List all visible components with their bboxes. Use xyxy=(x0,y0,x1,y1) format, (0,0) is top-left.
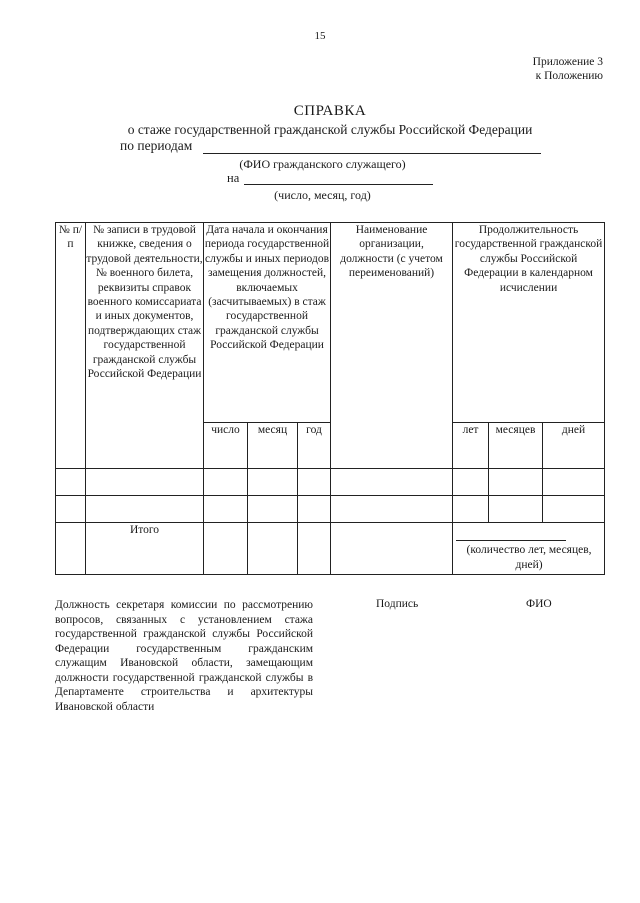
header-record: № записи в трудовой книжке, сведения о трудовой деятельности, № военного билета, реквизиты справок военного комиссариата и иных документов, подтверждающих стаж государственной гражданской службы Российской Федерации xyxy=(86,223,204,469)
table-cell[interactable] xyxy=(86,469,204,496)
subheader-year: год xyxy=(298,423,331,469)
document-title: СПРАВКА xyxy=(293,103,367,119)
table-cell[interactable] xyxy=(204,496,248,523)
table-cell[interactable] xyxy=(543,496,605,523)
service-record-table xyxy=(55,222,605,575)
table-cell[interactable] xyxy=(248,496,298,523)
table-cell[interactable] xyxy=(453,469,489,496)
table-row xyxy=(56,496,605,523)
table-cell[interactable] xyxy=(298,496,331,523)
header-dates: Дата начала и окончания периода государственной службы и иных периодов замещения должностей, включаемых (засчитываемых) в стаж государственной гражданской службы Российской Федерации xyxy=(204,223,331,423)
subheader-months: месяцев xyxy=(489,423,543,469)
table-cell[interactable] xyxy=(204,523,248,575)
table-row xyxy=(56,469,605,496)
appendix-label xyxy=(533,55,603,83)
fio-hint: (ФИО гражданского служащего) xyxy=(239,157,406,171)
signature-label: Подпись xyxy=(376,598,419,610)
table-cell[interactable] xyxy=(248,469,298,496)
total-fill-line xyxy=(456,540,566,541)
header-duration: Продолжительность государственной гражданской службы Российской Федерации в календарном исчислении xyxy=(453,223,605,423)
table-cell[interactable] xyxy=(453,496,489,523)
document-subtitle: о стаже государственной гражданской службы Российской Федерации xyxy=(127,122,533,137)
table-cell[interactable] xyxy=(543,469,605,496)
total-duration-cell[interactable] xyxy=(453,523,605,575)
table-cell[interactable] xyxy=(489,469,543,496)
table-total-row xyxy=(56,523,605,575)
table-cell[interactable] xyxy=(489,496,543,523)
header-num: № п/п xyxy=(56,223,86,469)
periods-label: по периодам xyxy=(120,138,193,153)
table-cell[interactable] xyxy=(56,496,86,523)
subheader-day: число xyxy=(204,423,248,469)
fio-label: ФИО xyxy=(526,598,552,610)
table-cell[interactable] xyxy=(331,469,453,496)
table-cell[interactable] xyxy=(248,523,298,575)
total-caption: (количество лет, месяцев, дней) xyxy=(466,544,592,571)
page-number: 15 xyxy=(314,30,326,42)
table-cell[interactable] xyxy=(56,469,86,496)
periods-fill-line xyxy=(203,153,541,154)
table-cell[interactable] xyxy=(298,469,331,496)
secretary-position-text: Должность секретаря комиссии по рассмотрению вопросов, связанных с установлением стажа государственной гражданской службы Российской Федерации государственным гражданским служащим Ивановской области, замещающим должности государственной гражданской службы в Департаменте строительства и архитектуры Ивановской области xyxy=(55,599,313,713)
appendix-line-2: к Положению xyxy=(535,70,603,82)
table-cell[interactable] xyxy=(298,523,331,575)
table-cell[interactable] xyxy=(331,496,453,523)
total-label: Итого xyxy=(86,523,204,575)
header-organization: Наименование организации, должности (с учетом переименований) xyxy=(331,223,453,469)
subheader-month: месяц xyxy=(248,423,298,469)
appendix-line-1: Приложение 3 xyxy=(532,56,603,68)
date-prefix-label: на xyxy=(227,171,240,185)
table-cell[interactable] xyxy=(86,496,204,523)
table-cell xyxy=(56,523,86,575)
date-fill-line xyxy=(244,184,433,185)
subheader-days: дней xyxy=(543,423,605,469)
subheader-years: лет xyxy=(453,423,489,469)
table-cell[interactable] xyxy=(204,469,248,496)
table-header-row xyxy=(56,223,605,423)
date-hint: (число, месяц, год) xyxy=(274,188,371,202)
table-cell[interactable] xyxy=(331,523,453,575)
